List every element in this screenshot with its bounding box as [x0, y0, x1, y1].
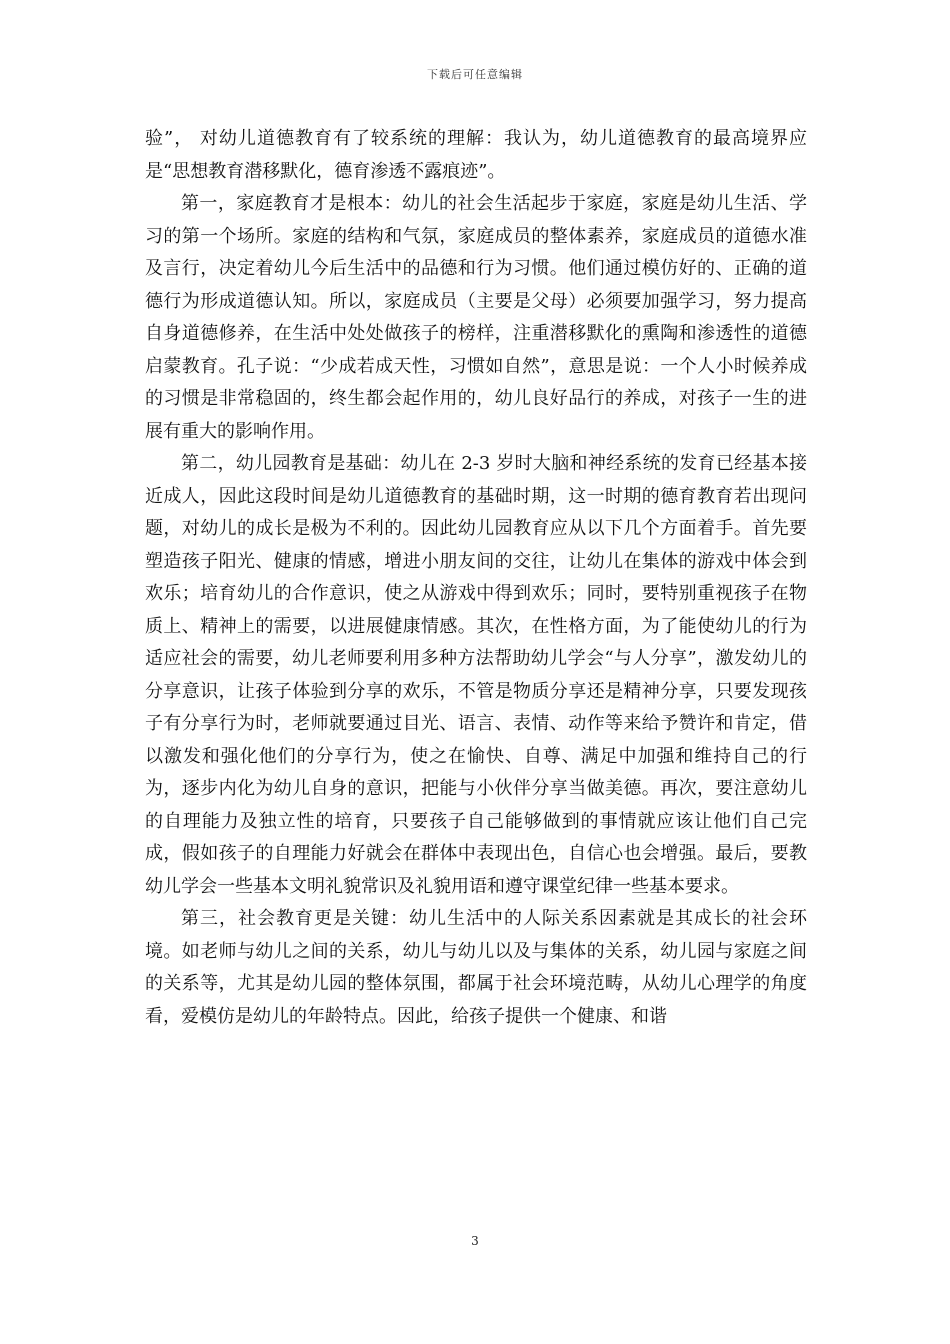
paragraph-social-education: 第三，社会教育更是关键：幼儿生活中的人际关系因素就是其成长的社会环境。如老师与幼儿之间的关系，幼儿与幼儿以及与集体的关系，幼儿园与家庭之间的关系等，尤其是幼儿园的整体氛围，都属于社会环境范畴，从幼儿心理学的角度看，爱模仿是幼儿的年龄特点。因此，给孩子提供一个健康、和谐 [145, 908, 807, 1027]
page-number: 3 [471, 1234, 479, 1248]
page-header: 下载后可任意编辑 [427, 68, 523, 81]
paragraph-kindergarten-education: 第二，幼儿园教育是基础：幼儿在 2-3 岁时大脑和神经系统的发育已经基本接近成人，因此这段时间是幼儿道德教育的基础时期，这一时期的德育教育若出现问题，对幼儿的成长是极为不利的。因此幼儿园教育应从以下几个方面着手。首先要塑造孩子阳光、健康的情感，增进小朋友间的交往，让幼儿在集体的游戏中体会到欢乐；培育幼儿的合作意识，使之从游戏中得到欢乐；同时，要特别重视孩子在物质上、精神上的需要，以进展健康情感。其次，在性格方面，为了能使幼儿的行为适应社会的需要，幼儿老师要利用多种方法帮助幼儿学会“与人分享”，激发幼儿的分享意识，让孩子体验到分享的欢乐，不管是物质分享还是精神分享，只要发现孩子有分享行为时，老师就要通过目光、语言、表情、动作等来给予赞许和肯定，借以激发和强化他们的分享行为，使之在愉快、自尊、满足中加强和维持自己的行为，逐步内化为幼儿自身的意识，把能与小伙伴分享当做美德。再次，要注意幼儿的自理能力及独立性的培育，只要孩子自己能够做到的事情就应该让他们自己完成，假如孩子的自理能力好就会在群体中表现出色，自信心也会增强。最后，要教幼儿学会一些基本文明礼貌常识及礼貌用语和遵守课堂纪律一些基本要求。 [145, 453, 807, 897]
paragraph-family-education: 第一，家庭教育才是根本：幼儿的社会生活起步于家庭，家庭是幼儿生活、学习的第一个场所。家庭的结构和气氛，家庭成员的整体素养，家庭成员的道德水准及言行，决定着幼儿今后生活中的品德和行为习惯。他们通过模仿好的、正确的道德行为形成道德认知。所以，家庭成员（主要是父母）必须要加强学习，努力提高自身道德修养，在生活中处处做孩子的榜样，注重潜移默化的熏陶和渗透性的道德启蒙教育。孔子说：“少成若成天性，习惯如自然”，意思是说：一个人小时候养成的习惯是非常稳固的，终生都会起作用的，幼儿良好品行的养成，对孩子一生的进展有重大的影响作用。 [145, 193, 807, 442]
document-body [145, 123, 807, 1033]
paragraph-continuation: 验”， 对幼儿道德教育有了较系统的理解：我认为，幼儿道德教育的最高境界应是“思想教育潜移默化，德育渗透不露痕迹”。 [145, 128, 807, 182]
